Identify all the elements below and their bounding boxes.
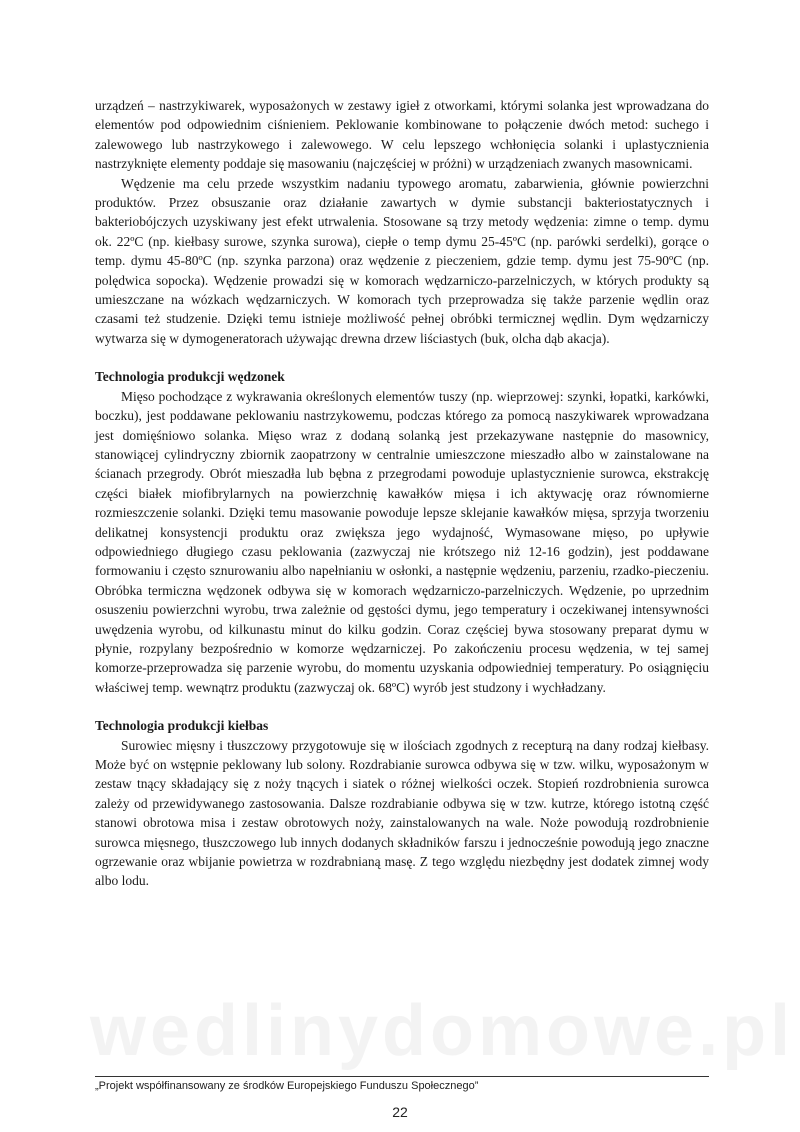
page-body [95,96,709,891]
intro-paragraph-smoking: Wędzenie ma celu przede wszystkim nadaniu typowego aromatu, zabarwienia, głównie powierzchni produktów. Przez obsuszanie oraz działanie zawartych w dymie substancji bakteriostatycznych i bakteriobójczych uzyskiwany jest efekt utrwalenia. Stosowane są trzy metody wędzenia: zimne o temp. dymu ok. 22ºC (np. kiełbasy surowe, szynka surowa), ciepłe o temp dymu 25-45ºC (np. parówki serdelki), gorące o temp. dymu 45-80ºC (np. szynka parzona) oraz wędzenie z pieczeniem, gdzie temp. dymu jest 75-90ºC (np. polędwica sopocka). Wędzenie prowadzi się w komorach wędzarniczo-parzelniczych, w których produkty są umieszczane na wózkach wędzarniczych. W komorach tych przeprowadza się także parzenie wędlin oraz czasami też studzenie. Dzięki temu istnieje możliwość pełnej obróbki termicznej wędlin. Dym wędzarniczy wytwarza się w dymogeneratorach używając drewna drzew liściastych (buk, olcha dąb akacja). [95,175,709,346]
footer-divider [95,1076,709,1077]
section-text-smoked-meats: Mięso pochodzące z wykrawania określonych elementów tuszy (np. wieprzowej: szynki, łopatki, karkówki, boczku), jest poddawane peklowaniu nastrzykowemu, podczas którego za pomocą naszykiwarek wprowadzana jest domięśniowo solanka. Mięso wraz z dodaną solanką jest przekazywane następnie do masownicy, stanowiącej cylindryczny zbiornik zaopatrzony w centralnie umieszczone mieszadło albo w zainstalowane na ścianach przegrody. Obrót mieszadła lub bębna z przegrodami powoduje uplastycznienie surowca, ekstrakcję części białek miofibrylarnych na powierzchnię kawałków mięsa i ich aktywację oraz równomierne rozmieszczenie solanki. Dzięki temu masowanie powoduje lepsze sklejanie kawałków mięsa, sprzyja tworzeniu delikatnej konsystencji produktu oraz zwiększa jego wydajność, Wymasowane mięso, po upływie odpowiedniego długiego czasu peklowania (zazwyczaj nie krótszego niż 12-16 godzin), jest poddawane formowaniu i często sznurowaniu albo napełnianiu w osłonki, a następnie wędzeniu, parzeniu, rzadko-pieczeniu. Obróbka termiczna wędzonek odbywa się w komorach wędzarniczo-parzelniczych. Wędzenie, po uprzednim osuszeniu powierzchni wyrobu, trwa zależnie od gęstości dymu, jego temperatury i oczekiwanej intensywności uwędzenia wyrobu, od kilkunastu minut do kilku godzin. Coraz częściej bywa stosowany preparat dymu w płynie, rozpylany bezpośrednio w komorze wędzarniczej. Po zakończeniu procesu wędzenia, w tej samej komorze-przeprowadza się parzenie wyrobu, do momentu uzyskania odpowiedniej temperatury. Po osiągnięciu właściwej temp. wewnątrz produktu (zazwyczaj ok. 68ºC) wyrób jest studzony i wychładzany. [95,388,709,695]
watermark: wedlinydomowe.pl [90,991,795,1071]
section-heading-sausages: Technologia produkcji kiełbas [95,718,269,734]
footer-funding-note: „Projekt współfinansowany ze środków Europejskiego Funduszu Społecznego” [95,1080,479,1092]
section-heading-smoked-meats: Technologia produkcji wędzonek [95,369,285,385]
page-number: 22 [392,1104,408,1120]
section-text-sausages: Surowiec mięsny i tłuszczowy przygotowuje się w ilościach zgodnych z recepturą na dany rodzaj kiełbasy. Może być on wstępnie peklowany lub solony. Rozdrabianie surowca odbywa się w tzw. wilku, wyposażonym w zestaw tnący składający się z noży tnących i siatek o różnej wielkości oczek. Stopień rozdrobnienia surowca zależy od przewidywanego zastosowania. Dalsze rozdrabianie odbywa się w tzw. kutrze, którego istotną część stanowi obrotowa misa i zestaw obrotowych noży, zainstalowanych na wale. Noże powodują rozdrobnienie surowca mięsnego, tłuszczowego lub innych dodanych składników farszu i jednocześnie powodują jego znaczne ogrzewanie oraz wbijanie powietrza w rozdrabnianą masę. Z tego względu niezbędny jest dodatek zimnej wody albo lodu. [95,737,709,889]
intro-paragraph-1: urządzeń – nastrzykiwarek, wyposażonych w zestawy igieł z otworkami, którymi solanka jest wprowadzana do elementów pod odpowiednim ciśnieniem. Peklowanie kombinowane to połączenie dwóch metod: suchego i zalewowego lub nastrzykowego i zalewowego. W celu lepszego wchłonięcia solanki i uplastycznienia nastrzyknięte elementy poddaje się masowaniu (najczęściej w próżni) w urządzeniach zwanych masownicami. [95,98,709,172]
